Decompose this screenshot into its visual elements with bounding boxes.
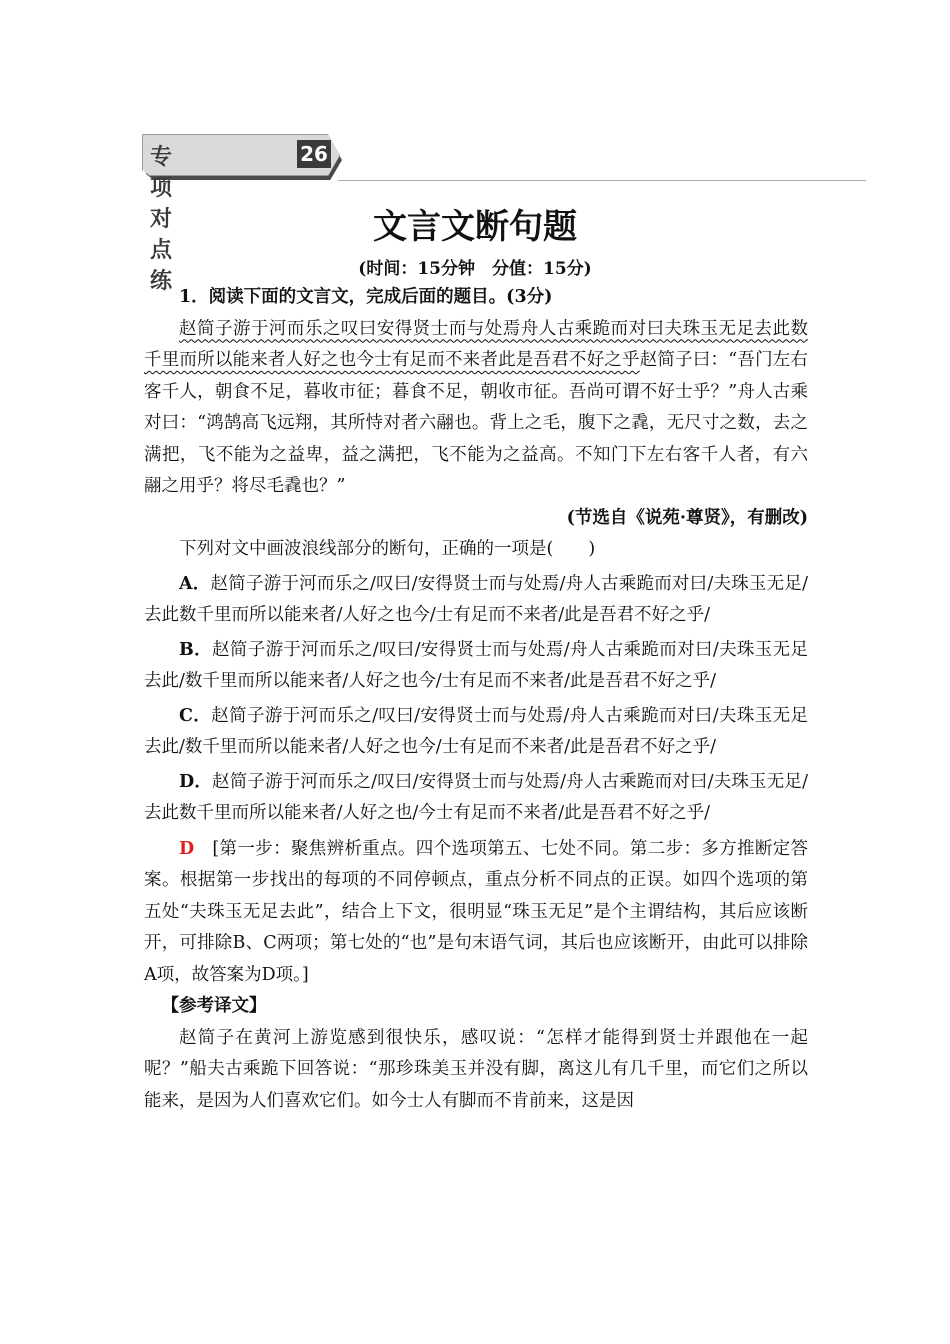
passage-source: (节选自《说苑·尊贤》，有删改): [566, 507, 808, 528]
badge-number: 26: [297, 140, 331, 168]
page-title: 文言文断句题: [373, 207, 577, 247]
answer-letter: D: [179, 838, 195, 859]
passage-rest: 赵简子曰：“吾门左右客千人，朝食不足，暮收市征；暮食不足，朝收市征。吾尚可谓不好士乎？”舟人古乘对曰：“鸿鹄高飞远翔，其所恃对者六翮也。背上之毛，腹下之毳，无尺寸之数，去之满把，飞不能为之益卑，益之满把，飞不能为之益高。不知门下左右客千人者，有六翮之用乎？将尽毛毳也？”: [144, 350, 809, 496]
option-letter: B．: [179, 639, 212, 660]
option-c: [144, 701, 808, 764]
content: [144, 282, 808, 1117]
option-a: [144, 569, 808, 632]
explanation-text: [第一步：聚焦辨析重点。四个选项第五、七处不同。第二步：多方推断定答案。根据第一步找出的每项的不同停顿点，重点分析不同点的正误。如四个选项的第五处“夫珠玉无足去此”，结合上下文，很明显“珠玉无足”是个主谓结构，其后应该断开，可排除B、C两项；第七处的“也”是句末语气词，其后也应该断开，由此可以排除A项，故答案为D项。]: [144, 838, 808, 985]
passage-wavy-segment: 赵简子游于河而乐之叹曰安得贤士而与处焉舟人古乘跪而对曰夫珠玉无足去此数千里而所以能来者人好之也今士有足而不来者此是吾君不好之乎: [144, 318, 808, 370]
option-text: 赵简子游于河而乐之/叹曰/安得贤士而与处焉/舟人古乘跪而对曰/夫珠玉无足/去此数千里而所以能来者/人好之也/今士有足而不来者/此是吾君不好之乎/: [144, 771, 808, 823]
translation-text: 赵简子在黄河上游览感到很快乐，感叹说：“怎样才能得到贤士并跟他在一起呢？”船夫古乘跪下回答说：“那珍珠美玉并没有脚，离这儿有几千里，而它们之所以能来，是因为人们喜欢它们。如今士人有脚而不肯前来，这是因: [144, 1027, 808, 1111]
option-letter: C．: [179, 705, 212, 726]
badge-label: 专项对点练: [150, 145, 176, 294]
question-instruction: 下列对文中画波浪线部分的断句，正确的一项是( ): [179, 539, 596, 559]
question-prompt: 1．阅读下面的文言文，完成后面的题目。(3分): [179, 287, 553, 307]
header-rule: [338, 180, 866, 181]
time-score-info: (时间：15分钟 分值：15分): [358, 259, 592, 279]
passage: [144, 314, 808, 503]
option-text: 赵简子游于河而乐之/叹曰/安得贤士而与处焉/舟人古乘跪而对曰/夫珠玉无足/去此数千里而所以能来者/人好之也今/士有足而不来者/此是吾君不好之乎/: [144, 573, 809, 625]
option-letter: D．: [179, 771, 213, 792]
option-text: 赵简子游于河而乐之/叹曰/安得贤士而与处焉/舟人古乘跪而对曰/夫珠玉无足去此/数千里而所以能来者/人好之也今/士有足而不来者/此是吾君不好之乎/: [144, 705, 808, 757]
answer-explanation: [144, 834, 808, 992]
option-d: [144, 767, 808, 830]
option-text: 赵简子游于河而乐之/叹曰/安得贤士而与处焉/舟人古乘跪而对曰/夫珠玉无足去此/数千里而所以能来者/人好之也今/士有足而不来者/此是吾君不好之乎/: [144, 639, 808, 691]
translation-heading: 【参考译文】: [161, 996, 267, 1016]
option-b: [144, 635, 808, 698]
option-letter: A．: [179, 573, 211, 594]
